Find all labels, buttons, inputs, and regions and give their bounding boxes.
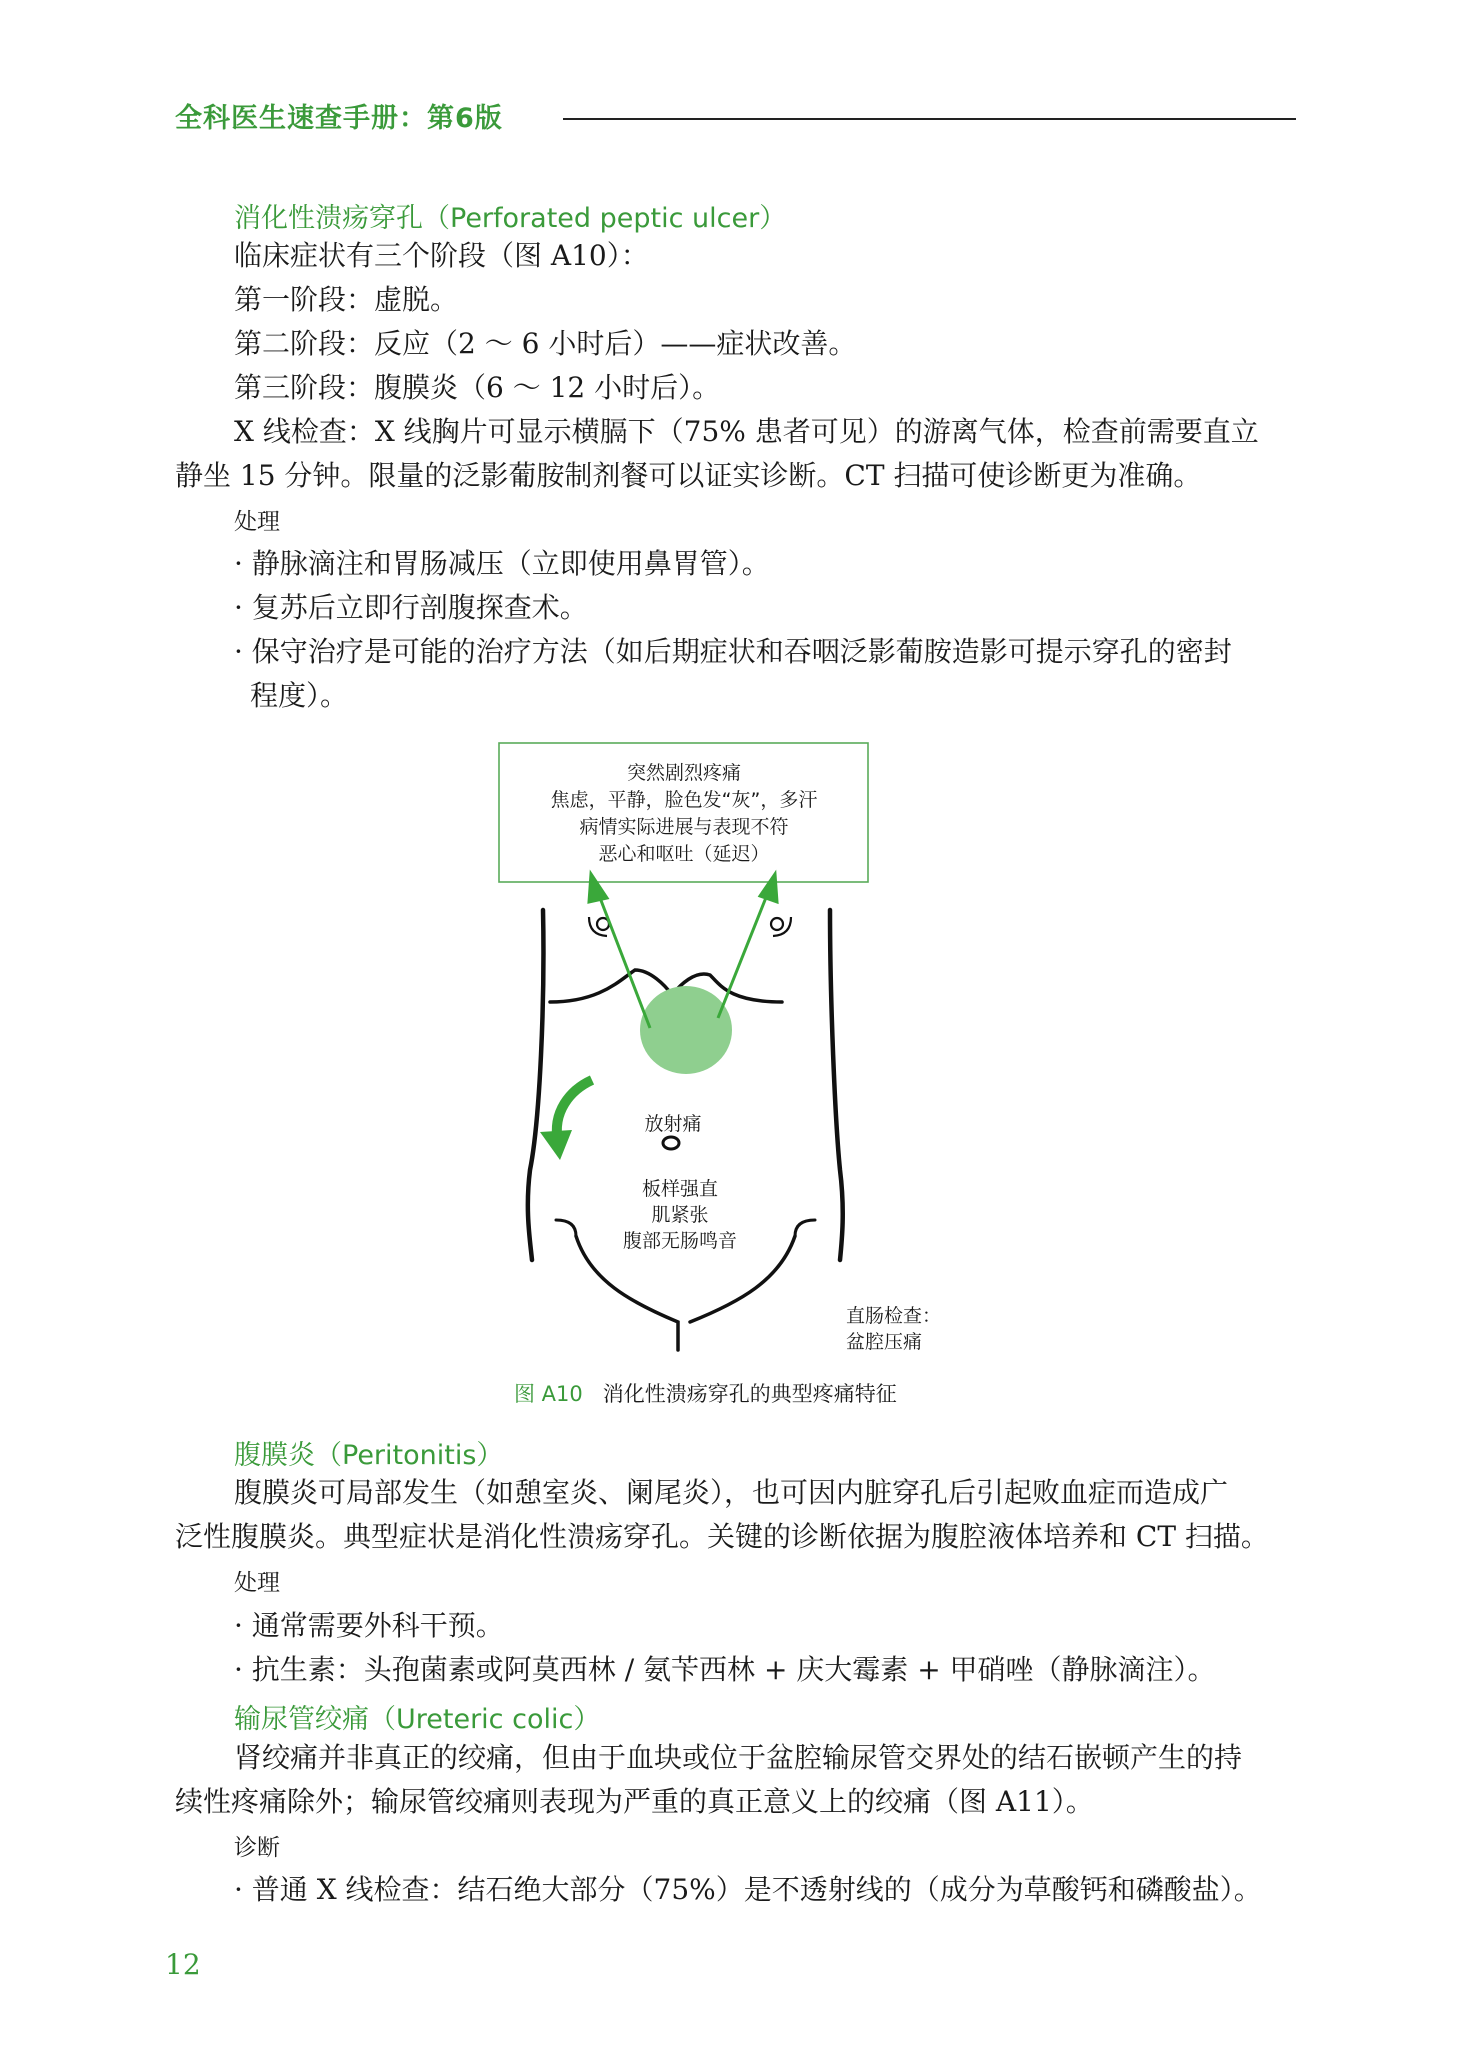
peritonitis-line-2: 泛性腹膜炎。典型症状是消化性溃疡穿孔。关键的诊断依据为腹腔液体培养和 CT 扫描。 [175, 1520, 1269, 1553]
abdomen-sign-line-2: 肌紧张 [651, 1204, 709, 1226]
symptom-box-line-4: 恶心和呕吐（延迟） [598, 843, 770, 865]
ureteric-line-2: 续性疼痛除外；输尿管绞痛则表现为严重的真正意义上的绞痛（图 A11）。 [175, 1785, 1094, 1818]
radiating-pain-label: 放射痛 [644, 1113, 702, 1135]
perforation-xray-line-2: 静坐 15 分钟。限量的泛影葡胺制剂餐可以证实诊断。CT 扫描可使诊断更为准确。 [175, 459, 1202, 492]
figure-caption-text: 消化性溃疡穿孔的典型疼痛特征 [602, 1382, 897, 1406]
page-number: 12 [165, 1948, 201, 1981]
ureteric-bullet-1: · 普通 X 线检查：结石绝大部分（75%）是不透射线的（成分为草酸钙和磷酸盐）。 [234, 1873, 1262, 1906]
symptom-box-line-2: 焦虑，平静，脸色发“灰”，多汗 [550, 789, 818, 811]
perforation-xray-line-1: X 线检查：X 线胸片可显示横膈下（75% 患者可见）的游离气体，检查前需要直立 [234, 415, 1259, 448]
perforation-stage-3: 第三阶段：腹膜炎（6 ～ 12 小时后）。 [234, 371, 721, 404]
section-heading-perforation: 消化性溃疡穿孔（Perforated peptic ulcer） [234, 203, 787, 234]
figure-caption-number: 图 A10 [514, 1382, 583, 1406]
abdomen-sign-line-3: 腹部无肠鸣音 [622, 1230, 737, 1252]
section-heading-peritonitis: 腹膜炎（Peritonitis） [234, 1440, 504, 1471]
header-rule [563, 118, 1296, 120]
left-radiating-arrow [597, 890, 650, 1028]
figure-a10 [490, 740, 970, 1360]
ureteric-line-1: 肾绞痛并非真正的绞痛，但由于血块或位于盆腔输尿管交界处的结石嵌顿产生的持 [234, 1741, 1243, 1774]
curved-arrow-head-icon [540, 1130, 572, 1160]
peritonitis-bullet-2: · 抗生素：头孢菌素或阿莫西林 / 氨苄西林 + 庆大霉素 + 甲硝唑（静脉滴注）。 [234, 1653, 1216, 1686]
perforation-bullet-3-line-2: 程度）。 [250, 679, 349, 712]
running-header: 全科医生速查手册：第6版 [175, 103, 503, 134]
ureteric-diagnosis-label: 诊断 [234, 1835, 280, 1861]
symptom-box-line-1: 突然剧烈疼痛 [626, 762, 741, 784]
perforation-intro: 临床症状有三个阶段（图 A10）： [234, 239, 649, 272]
right-nipple-icon [771, 917, 791, 936]
perforation-management-label: 处理 [234, 509, 280, 535]
peritonitis-line-1: 腹膜炎可局部发生（如憩室炎、阑尾炎），也可因内脏穿孔后引起败血症而造成广 [234, 1476, 1229, 1509]
section-heading-ureteric-colic: 输尿管绞痛（Ureteric colic） [234, 1704, 601, 1735]
symptom-box-line-3: 病情实际进展与表现不符 [579, 816, 789, 838]
abdomen-sign-line-1: 板样强直 [641, 1178, 718, 1200]
rectal-exam-line-2: 盆腔压痛 [846, 1331, 923, 1353]
figure-caption [514, 1378, 897, 1408]
perforation-bullet-1: · 静脉滴注和胃肠减压（立即使用鼻胃管）。 [234, 547, 770, 580]
perforation-bullet-3-line-1: · 保守治疗是可能的治疗方法（如后期症状和吞咽泛影葡胺造影可提示穿孔的密封 [234, 635, 1232, 668]
perforation-stage-2: 第二阶段：反应（2 ～ 6 小时后）——症状改善。 [234, 327, 857, 360]
navel-icon [663, 1137, 679, 1149]
rectal-exam-line-1: 直肠检查： [846, 1305, 942, 1327]
ulcer-area [640, 986, 732, 1074]
peritonitis-management-label: 处理 [234, 1570, 280, 1596]
peritonitis-bullet-1: · 通常需要外科干预。 [234, 1609, 504, 1642]
perforation-bullet-2: · 复苏后立即行剖腹探查术。 [234, 591, 588, 624]
perforation-stage-1: 第一阶段：虚脱。 [234, 283, 459, 316]
left-nipple-icon [589, 917, 609, 936]
